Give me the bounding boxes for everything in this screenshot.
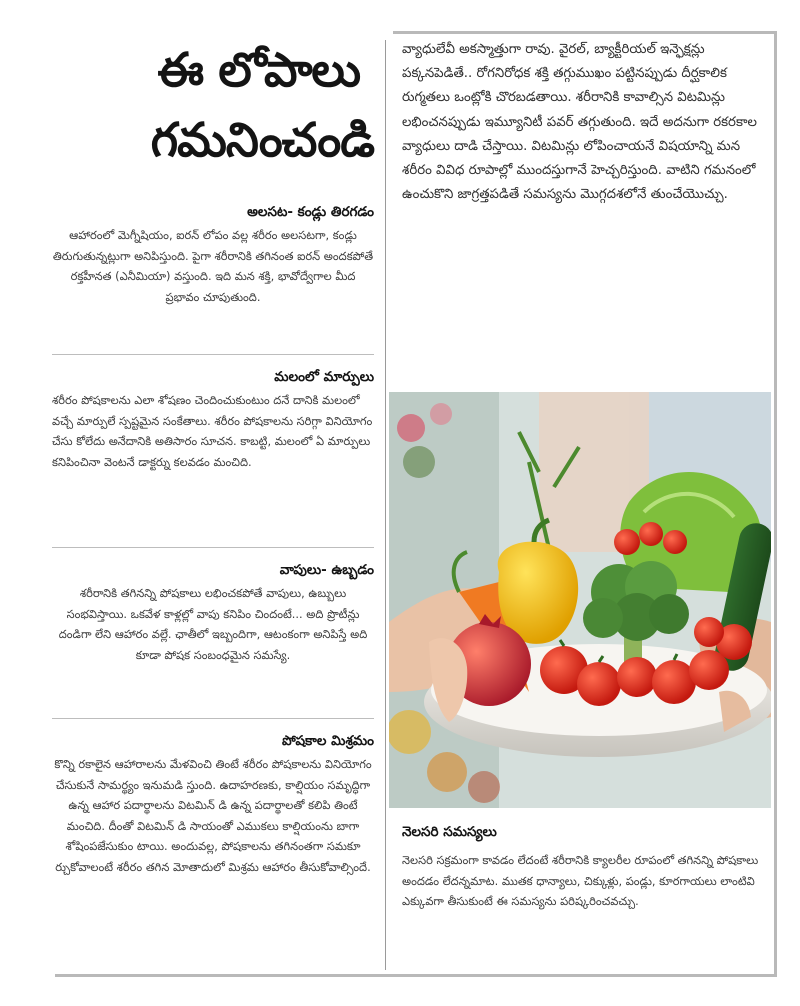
- frame-top-border: [393, 31, 777, 34]
- section-body: కొన్ని రకాలైన ఆహారాలను మేళవించి తింటే శరీరం పోషకాలను వినియోగం చేసుకునే సామర్థ్యం ఇనుమడి స్తుంది. ఉదాహరణకు, కాల్షియం సమృద్ధిగా ఉన్న ఆహార పదార్థాలను విటమిన్ డి ఉన్న పదార్థాలతో కలిపి తింటే మంచిది. దీంతో విటమిన్ డి సాయంతో ఎముకలు కాల్షియంను బాగా శోషింపజేసుకుం టాయి. అందువల్ల, పోషకాలను తగినంతగా సమకూ ర్చుకోవాలంటే శరీరం తగిన మోతాదులో మిశ్రమ ఆహారం తీసుకోవాల్సిందే.: [54, 757, 372, 874]
- vegetable-bowl-photo: [389, 392, 771, 808]
- headline-line-1: ఈ లోపాలు: [157, 43, 360, 98]
- frame-right-border: [774, 31, 777, 977]
- column-divider: [385, 40, 386, 970]
- section-separator: [52, 354, 374, 355]
- page-title: [52, 36, 374, 176]
- frame-bottom-border: [55, 974, 777, 977]
- section-swelling: [52, 561, 374, 665]
- section-title: పోషకాల మిశ్రమం: [281, 733, 374, 749]
- intro-paragraph: వ్యాధులేవీ అకస్మాత్తుగా రావు. వైరల్, బ్యాక్టీరియల్ ఇన్ఫెక్షన్లు పక్కనపెడితే.. రోగనిరోధక శక్తి తగ్గుముఖం పట్టినప్పుడు దీర్ఘకాలిక రుగ్మతలు ఒంట్లోకి చొరబడతాయి. శరీరానికి కావాల్సిన విటమిన్లు లభించనప్పుడు ఇమ్యూనిటీ పవర్ తగ్గుతుంది. ఇదే అదనుగా రకరకాల వ్యాధులు దాడి చేస్తాయి. విటమిన్లు లోపించాయనే విషయాన్ని మన శరీరం వివిధ రూపాల్లో ముందస్తుగానే హెచ్చరిస్తుంది. వాటిని గమనంలో ఉంచుకొని జాగ్రత్తపడితే సమస్యను మొగ్గదశలోనే తుంచేయొచ్చు.: [402, 42, 757, 203]
- vegetable-bowl-illustration: [389, 392, 771, 808]
- section-nutrient-mix: [52, 732, 374, 878]
- section-separator: [52, 718, 374, 719]
- section-separator: [52, 547, 374, 548]
- section-body: శరీరానికి తగినన్ని పోషకాలు లభించకపోతే వాపులు, ఉబ్బులు సంభవిస్తాయి. ఒకవేళ కాళ్లల్లో వాపు కనిపిం చిందంటే... అది ప్రొటీన్లు దండిగా లేని ఆహారం వల్లే. ఛాతీలో ఇబ్బందిగా, ఆటంకంగా అనిపిస్తే అది కూడా పోషక సంబంధమైన సమస్యే.: [58, 586, 368, 662]
- headline-line-2: గమనించండి: [150, 113, 374, 168]
- section-title: నెలసరి సమస్యలు: [402, 824, 497, 840]
- section-body: నెలసరి సక్రమంగా కావడం లేదంటే శరీరానికి క్యాలరీల రూపంలో తగినన్ని పోషకాలు అందడం లేదన్నమాట. ముతక ధాన్యాలు, చిక్కుళ్లు, పండ్లు, కూరగాయలు లాంటివి ఎక్కువగా తీసుకుంటే ఈ సమస్యను పరిష్కరించవచ్చు.: [402, 853, 759, 909]
- section-stool-changes: [52, 368, 374, 472]
- section-title: అలసట- కండ్లు తిరగడం: [247, 204, 374, 220]
- section-body: ఆహారంలో మెగ్నీషియం, ఐరన్ లోపం వల్ల శరీరం అలసటగా, కండ్లు తిరుగుతున్నట్లుగా అనిపిస్తుంది. పైగా శరీరానికి తగినంత ఐరన్ అందకపోతే రక్తహీనత (ఎనీమియా) వస్తుంది. ఇది మన శక్తి, భావోద్వేగాల మీద ప్రభావం చూపుతుంది.: [52, 228, 374, 304]
- section-fatigue: [52, 203, 374, 307]
- section-title: మలంలో మార్పులు: [274, 369, 374, 385]
- headline-block: [52, 36, 374, 176]
- section-body: శరీరం పోషకాలను ఎలా శోషణం చెందించుకుంటుం దనే దానికి మలంలో వచ్చే మార్పులే స్పష్టమైన సంకేతాలు. శరీరం పోషకాలను సరిగ్గా వినియోగం చేసు కోలేదు అనేదానికి అతిసారం సూచన. కాబట్టి, మలంలో ఏ మార్పులు కనిపించినా వెంటనే డాక్టర్ను కలవడం మంచిది.: [52, 393, 373, 469]
- section-menstrual-issues: [402, 822, 766, 912]
- section-title: వాపులు- ఉబ్బడం: [279, 562, 374, 578]
